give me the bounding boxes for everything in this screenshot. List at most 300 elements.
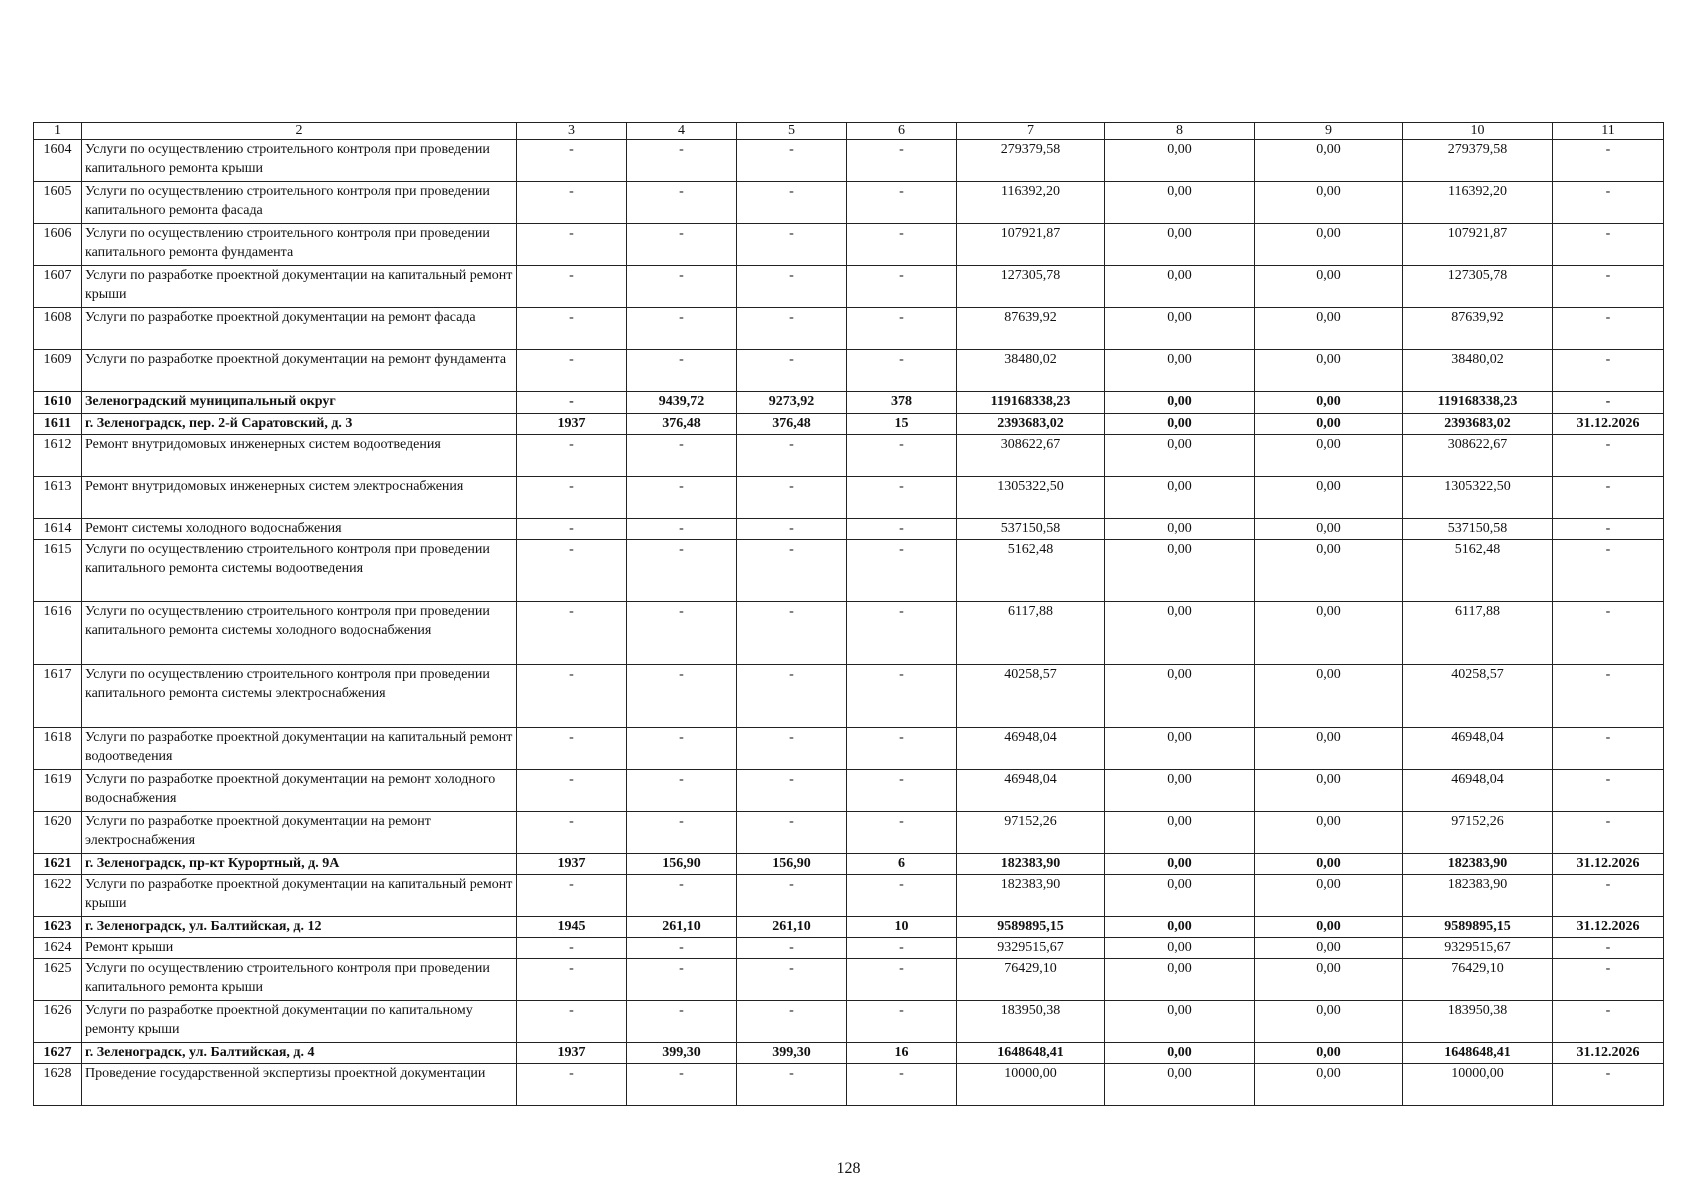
cell-area-living: 9273,92 bbox=[737, 392, 847, 414]
cell-fund-federal: 0,00 bbox=[1105, 602, 1255, 665]
cell-fund-owners: 6117,88 bbox=[1403, 602, 1553, 665]
table-row bbox=[34, 812, 1664, 854]
table-row bbox=[34, 1001, 1664, 1043]
row-description: Услуги по разработке проектной документации на ремонт электроснабжения bbox=[82, 812, 517, 854]
cell-fund-federal: 0,00 bbox=[1105, 266, 1255, 308]
table-row bbox=[34, 140, 1664, 182]
cell-area-living: - bbox=[737, 266, 847, 308]
cell-cost-total: 10000,00 bbox=[957, 1064, 1105, 1106]
cell-area-total: 156,90 bbox=[627, 854, 737, 875]
cell-fund-regional: 0,00 bbox=[1255, 938, 1403, 959]
table-row bbox=[34, 1043, 1664, 1064]
cell-fund-federal: 0,00 bbox=[1105, 540, 1255, 602]
cell-area-living: 156,90 bbox=[737, 854, 847, 875]
cell-residents: - bbox=[847, 665, 957, 728]
cell-residents: - bbox=[847, 1064, 957, 1106]
table-row bbox=[34, 519, 1664, 540]
row-description: Услуги по разработке проектной документации на ремонт фундамента bbox=[82, 350, 517, 392]
cell-year: - bbox=[517, 875, 627, 917]
cell-fund-owners: 87639,92 bbox=[1403, 308, 1553, 350]
cell-fund-federal: 0,00 bbox=[1105, 728, 1255, 770]
row-number: 1615 bbox=[34, 540, 82, 602]
cell-cost-total: 97152,26 bbox=[957, 812, 1105, 854]
cell-deadline: - bbox=[1553, 350, 1664, 392]
cell-year: 1937 bbox=[517, 1043, 627, 1064]
cell-fund-owners: 46948,04 bbox=[1403, 770, 1553, 812]
row-number: 1607 bbox=[34, 266, 82, 308]
col-header: 11 bbox=[1553, 123, 1664, 140]
cell-fund-federal: 0,00 bbox=[1105, 182, 1255, 224]
cell-residents: - bbox=[847, 224, 957, 266]
cell-area-total: - bbox=[627, 1064, 737, 1106]
table-row bbox=[34, 224, 1664, 266]
row-description: Услуги по осуществлению строительного контроля при проведении капитального ремонта фасада bbox=[82, 182, 517, 224]
cell-fund-owners: 1305322,50 bbox=[1403, 477, 1553, 519]
cell-deadline: - bbox=[1553, 770, 1664, 812]
cell-fund-owners: 182383,90 bbox=[1403, 854, 1553, 875]
cell-cost-total: 46948,04 bbox=[957, 770, 1105, 812]
cell-fund-federal: 0,00 bbox=[1105, 854, 1255, 875]
row-number: 1621 bbox=[34, 854, 82, 875]
cell-year: - bbox=[517, 812, 627, 854]
cell-fund-regional: 0,00 bbox=[1255, 182, 1403, 224]
cell-fund-federal: 0,00 bbox=[1105, 959, 1255, 1001]
row-description: г. Зеленоградск, пер. 2-й Саратовский, д. 3 bbox=[82, 414, 517, 435]
row-description: Услуги по осуществлению строительного контроля при проведении капитального ремонта крыши bbox=[82, 140, 517, 182]
cell-deadline: - bbox=[1553, 1064, 1664, 1106]
table-row bbox=[34, 414, 1664, 435]
col-header: 9 bbox=[1255, 123, 1403, 140]
cell-fund-regional: 0,00 bbox=[1255, 350, 1403, 392]
cell-fund-regional: 0,00 bbox=[1255, 770, 1403, 812]
cell-area-total: - bbox=[627, 435, 737, 477]
cell-area-total: 376,48 bbox=[627, 414, 737, 435]
cell-cost-total: 38480,02 bbox=[957, 350, 1105, 392]
table-row bbox=[34, 938, 1664, 959]
row-description: Зеленоградский муниципальный округ bbox=[82, 392, 517, 414]
cell-year: 1937 bbox=[517, 414, 627, 435]
cell-area-total: 399,30 bbox=[627, 1043, 737, 1064]
cell-fund-regional: 0,00 bbox=[1255, 875, 1403, 917]
cell-year: 1945 bbox=[517, 917, 627, 938]
table-row bbox=[34, 728, 1664, 770]
cell-area-total: - bbox=[627, 875, 737, 917]
cell-area-living: - bbox=[737, 308, 847, 350]
cell-area-living: - bbox=[737, 477, 847, 519]
row-number: 1610 bbox=[34, 392, 82, 414]
cell-residents: - bbox=[847, 728, 957, 770]
cell-area-total: - bbox=[627, 477, 737, 519]
cell-fund-owners: 127305,78 bbox=[1403, 266, 1553, 308]
cell-year: - bbox=[517, 266, 627, 308]
cell-fund-federal: 0,00 bbox=[1105, 1043, 1255, 1064]
row-description: Ремонт внутридомовых инженерных систем электроснабжения bbox=[82, 477, 517, 519]
cell-year: - bbox=[517, 665, 627, 728]
row-number: 1608 bbox=[34, 308, 82, 350]
col-header: 7 bbox=[957, 123, 1105, 140]
cell-residents: - bbox=[847, 308, 957, 350]
cell-residents: - bbox=[847, 770, 957, 812]
cell-deadline: - bbox=[1553, 266, 1664, 308]
cell-year: - bbox=[517, 519, 627, 540]
cell-fund-federal: 0,00 bbox=[1105, 875, 1255, 917]
cell-fund-owners: 9329515,67 bbox=[1403, 938, 1553, 959]
row-description: Ремонт крыши bbox=[82, 938, 517, 959]
col-header: 1 bbox=[34, 123, 82, 140]
cell-residents: 16 bbox=[847, 1043, 957, 1064]
cell-deadline: - bbox=[1553, 224, 1664, 266]
cell-cost-total: 87639,92 bbox=[957, 308, 1105, 350]
cell-residents: - bbox=[847, 875, 957, 917]
cell-fund-owners: 76429,10 bbox=[1403, 959, 1553, 1001]
cell-deadline: - bbox=[1553, 812, 1664, 854]
cell-deadline: - bbox=[1553, 875, 1664, 917]
cell-deadline: - bbox=[1553, 392, 1664, 414]
cell-area-total: - bbox=[627, 224, 737, 266]
row-number: 1605 bbox=[34, 182, 82, 224]
cell-deadline: - bbox=[1553, 477, 1664, 519]
cell-fund-federal: 0,00 bbox=[1105, 938, 1255, 959]
cell-fund-owners: 107921,87 bbox=[1403, 224, 1553, 266]
header-row bbox=[34, 123, 1664, 140]
cell-year: - bbox=[517, 1001, 627, 1043]
cell-fund-regional: 0,00 bbox=[1255, 602, 1403, 665]
cell-residents: - bbox=[847, 140, 957, 182]
cell-area-total: - bbox=[627, 182, 737, 224]
cell-area-living: - bbox=[737, 938, 847, 959]
cell-year: - bbox=[517, 140, 627, 182]
row-description: Услуги по осуществлению строительного контроля при проведении капитального ремонта системы холодного водоснабжения bbox=[82, 602, 517, 665]
cell-fund-regional: 0,00 bbox=[1255, 1001, 1403, 1043]
cell-area-living: 376,48 bbox=[737, 414, 847, 435]
cell-cost-total: 76429,10 bbox=[957, 959, 1105, 1001]
row-number: 1616 bbox=[34, 602, 82, 665]
cell-fund-federal: 0,00 bbox=[1105, 665, 1255, 728]
table-row bbox=[34, 770, 1664, 812]
cell-area-living: - bbox=[737, 812, 847, 854]
col-header: 8 bbox=[1105, 123, 1255, 140]
cell-fund-regional: 0,00 bbox=[1255, 140, 1403, 182]
col-header: 2 bbox=[82, 123, 517, 140]
cell-fund-regional: 0,00 bbox=[1255, 519, 1403, 540]
row-number: 1625 bbox=[34, 959, 82, 1001]
cell-area-living: - bbox=[737, 435, 847, 477]
table-row bbox=[34, 917, 1664, 938]
cell-fund-owners: 9589895,15 bbox=[1403, 917, 1553, 938]
cell-fund-regional: 0,00 bbox=[1255, 728, 1403, 770]
cell-area-total: - bbox=[627, 1001, 737, 1043]
cell-year: - bbox=[517, 435, 627, 477]
cell-cost-total: 40258,57 bbox=[957, 665, 1105, 728]
row-number: 1622 bbox=[34, 875, 82, 917]
cell-area-living: - bbox=[737, 140, 847, 182]
row-number: 1626 bbox=[34, 1001, 82, 1043]
cell-fund-federal: 0,00 bbox=[1105, 812, 1255, 854]
cell-area-living: - bbox=[737, 602, 847, 665]
row-description: Услуги по разработке проектной документации на капитальный ремонт водоотведения bbox=[82, 728, 517, 770]
row-number: 1612 bbox=[34, 435, 82, 477]
cell-year: - bbox=[517, 959, 627, 1001]
cell-fund-regional: 0,00 bbox=[1255, 812, 1403, 854]
row-description: г. Зеленоградск, ул. Балтийская, д. 4 bbox=[82, 1043, 517, 1064]
cell-fund-owners: 2393683,02 bbox=[1403, 414, 1553, 435]
cell-residents: 10 bbox=[847, 917, 957, 938]
cell-residents: - bbox=[847, 266, 957, 308]
cell-residents: - bbox=[847, 477, 957, 519]
cell-cost-total: 182383,90 bbox=[957, 854, 1105, 875]
cell-area-living: - bbox=[737, 728, 847, 770]
cell-deadline: - bbox=[1553, 602, 1664, 665]
cell-fund-owners: 116392,20 bbox=[1403, 182, 1553, 224]
cell-cost-total: 9589895,15 bbox=[957, 917, 1105, 938]
cell-area-living: 399,30 bbox=[737, 1043, 847, 1064]
cell-area-total: 9439,72 bbox=[627, 392, 737, 414]
row-number: 1606 bbox=[34, 224, 82, 266]
col-header: 3 bbox=[517, 123, 627, 140]
cell-year: - bbox=[517, 182, 627, 224]
capital-repair-table bbox=[33, 122, 1664, 1106]
cell-cost-total: 107921,87 bbox=[957, 224, 1105, 266]
row-number: 1613 bbox=[34, 477, 82, 519]
cell-fund-owners: 308622,67 bbox=[1403, 435, 1553, 477]
cell-fund-regional: 0,00 bbox=[1255, 540, 1403, 602]
cell-cost-total: 5162,48 bbox=[957, 540, 1105, 602]
page-number: 128 bbox=[836, 1160, 861, 1177]
cell-area-total: - bbox=[627, 140, 737, 182]
cell-deadline: 31.12.2026 bbox=[1553, 917, 1664, 938]
cell-area-living: - bbox=[737, 519, 847, 540]
row-description: Услуги по разработке проектной документации по капитальному ремонту крыши bbox=[82, 1001, 517, 1043]
row-description: Услуги по разработке проектной документации на капитальный ремонт крыши bbox=[82, 875, 517, 917]
row-number: 1604 bbox=[34, 140, 82, 182]
cell-fund-owners: 40258,57 bbox=[1403, 665, 1553, 728]
cell-deadline: 31.12.2026 bbox=[1553, 854, 1664, 875]
cell-cost-total: 2393683,02 bbox=[957, 414, 1105, 435]
cell-deadline: - bbox=[1553, 182, 1664, 224]
cell-cost-total: 183950,38 bbox=[957, 1001, 1105, 1043]
cell-area-total: - bbox=[627, 770, 737, 812]
row-description: Услуги по разработке проектной документации на ремонт фасада bbox=[82, 308, 517, 350]
row-number: 1623 bbox=[34, 917, 82, 938]
table-row bbox=[34, 602, 1664, 665]
cell-fund-federal: 0,00 bbox=[1105, 477, 1255, 519]
cell-area-total: - bbox=[627, 540, 737, 602]
cell-area-total: 261,10 bbox=[627, 917, 737, 938]
row-number: 1628 bbox=[34, 1064, 82, 1106]
cell-residents: - bbox=[847, 519, 957, 540]
cell-fund-federal: 0,00 bbox=[1105, 519, 1255, 540]
cell-fund-regional: 0,00 bbox=[1255, 665, 1403, 728]
row-number: 1620 bbox=[34, 812, 82, 854]
row-description: г. Зеленоградск, ул. Балтийская, д. 12 bbox=[82, 917, 517, 938]
cell-area-total: - bbox=[627, 938, 737, 959]
cell-fund-owners: 119168338,23 bbox=[1403, 392, 1553, 414]
cell-fund-regional: 0,00 bbox=[1255, 959, 1403, 1001]
cell-area-total: - bbox=[627, 728, 737, 770]
table-row bbox=[34, 350, 1664, 392]
cell-residents: - bbox=[847, 812, 957, 854]
row-description: Услуги по осуществлению строительного контроля при проведении капитального ремонта системы электроснабжения bbox=[82, 665, 517, 728]
cell-cost-total: 537150,58 bbox=[957, 519, 1105, 540]
cell-deadline: - bbox=[1553, 665, 1664, 728]
row-number: 1617 bbox=[34, 665, 82, 728]
cell-fund-federal: 0,00 bbox=[1105, 1001, 1255, 1043]
table-row bbox=[34, 854, 1664, 875]
cell-cost-total: 182383,90 bbox=[957, 875, 1105, 917]
cell-area-total: - bbox=[627, 308, 737, 350]
cell-deadline: 31.12.2026 bbox=[1553, 1043, 1664, 1064]
cell-fund-owners: 183950,38 bbox=[1403, 1001, 1553, 1043]
cell-cost-total: 279379,58 bbox=[957, 140, 1105, 182]
table-body bbox=[34, 123, 1664, 1106]
cell-cost-total: 1648648,41 bbox=[957, 1043, 1105, 1064]
cell-fund-federal: 0,00 bbox=[1105, 770, 1255, 812]
cell-year: - bbox=[517, 477, 627, 519]
cell-area-living: - bbox=[737, 540, 847, 602]
cell-year: - bbox=[517, 728, 627, 770]
cell-year: - bbox=[517, 350, 627, 392]
cell-area-total: - bbox=[627, 266, 737, 308]
cell-area-living: - bbox=[737, 1001, 847, 1043]
cell-fund-owners: 5162,48 bbox=[1403, 540, 1553, 602]
cell-fund-federal: 0,00 bbox=[1105, 140, 1255, 182]
cell-area-living: - bbox=[737, 224, 847, 266]
row-number: 1627 bbox=[34, 1043, 82, 1064]
cell-fund-federal: 0,00 bbox=[1105, 308, 1255, 350]
cell-deadline: - bbox=[1553, 1001, 1664, 1043]
cell-cost-total: 116392,20 bbox=[957, 182, 1105, 224]
cell-fund-regional: 0,00 bbox=[1255, 435, 1403, 477]
cell-residents: - bbox=[847, 959, 957, 1001]
cell-fund-regional: 0,00 bbox=[1255, 1064, 1403, 1106]
cell-fund-regional: 0,00 bbox=[1255, 266, 1403, 308]
row-description: Услуги по осуществлению строительного контроля при проведении капитального ремонта системы водоотведения bbox=[82, 540, 517, 602]
cell-residents: - bbox=[847, 435, 957, 477]
cell-residents: 378 bbox=[847, 392, 957, 414]
cell-residents: - bbox=[847, 350, 957, 392]
col-header: 4 bbox=[627, 123, 737, 140]
row-description: Проведение государственной экспертизы проектной документации bbox=[82, 1064, 517, 1106]
cell-cost-total: 308622,67 bbox=[957, 435, 1105, 477]
cell-fund-owners: 10000,00 bbox=[1403, 1064, 1553, 1106]
cell-year: - bbox=[517, 938, 627, 959]
cell-cost-total: 1305322,50 bbox=[957, 477, 1105, 519]
cell-fund-owners: 537150,58 bbox=[1403, 519, 1553, 540]
cell-residents: - bbox=[847, 1001, 957, 1043]
cell-area-total: - bbox=[627, 665, 737, 728]
cell-residents: 15 bbox=[847, 414, 957, 435]
table-row bbox=[34, 435, 1664, 477]
cell-deadline: - bbox=[1553, 728, 1664, 770]
cell-fund-regional: 0,00 bbox=[1255, 854, 1403, 875]
cell-fund-federal: 0,00 bbox=[1105, 414, 1255, 435]
table-row bbox=[34, 665, 1664, 728]
cell-area-living: 261,10 bbox=[737, 917, 847, 938]
row-description: г. Зеленоградск, пр-кт Курортный, д. 9А bbox=[82, 854, 517, 875]
cell-residents: - bbox=[847, 182, 957, 224]
table-row bbox=[34, 182, 1664, 224]
cell-fund-federal: 0,00 bbox=[1105, 917, 1255, 938]
cell-year: - bbox=[517, 602, 627, 665]
cell-fund-regional: 0,00 bbox=[1255, 917, 1403, 938]
cell-fund-regional: 0,00 bbox=[1255, 392, 1403, 414]
cell-fund-owners: 182383,90 bbox=[1403, 875, 1553, 917]
cell-fund-owners: 46948,04 bbox=[1403, 728, 1553, 770]
cell-deadline: - bbox=[1553, 308, 1664, 350]
cell-residents: - bbox=[847, 938, 957, 959]
row-number: 1618 bbox=[34, 728, 82, 770]
cell-fund-federal: 0,00 bbox=[1105, 224, 1255, 266]
cell-cost-total: 119168338,23 bbox=[957, 392, 1105, 414]
cell-fund-regional: 0,00 bbox=[1255, 224, 1403, 266]
cell-residents: - bbox=[847, 602, 957, 665]
cell-year: - bbox=[517, 770, 627, 812]
row-description: Услуги по разработке проектной документации на капитальный ремонт крыши bbox=[82, 266, 517, 308]
row-description: Услуги по осуществлению строительного контроля при проведении капитального ремонта крыши bbox=[82, 959, 517, 1001]
cell-fund-owners: 97152,26 bbox=[1403, 812, 1553, 854]
cell-fund-owners: 1648648,41 bbox=[1403, 1043, 1553, 1064]
cell-area-living: - bbox=[737, 959, 847, 1001]
cell-area-total: - bbox=[627, 959, 737, 1001]
row-number: 1624 bbox=[34, 938, 82, 959]
cell-year: 1937 bbox=[517, 854, 627, 875]
cell-residents: - bbox=[847, 540, 957, 602]
cell-area-total: - bbox=[627, 350, 737, 392]
cell-fund-owners: 279379,58 bbox=[1403, 140, 1553, 182]
cell-fund-regional: 0,00 bbox=[1255, 1043, 1403, 1064]
cell-deadline: 31.12.2026 bbox=[1553, 414, 1664, 435]
table-row bbox=[34, 477, 1664, 519]
cell-year: - bbox=[517, 540, 627, 602]
row-description: Услуги по осуществлению строительного контроля при проведении капитального ремонта фундамента bbox=[82, 224, 517, 266]
table-row bbox=[34, 1064, 1664, 1106]
cell-fund-regional: 0,00 bbox=[1255, 414, 1403, 435]
cell-area-living: - bbox=[737, 1064, 847, 1106]
table-row bbox=[34, 875, 1664, 917]
cell-area-total: - bbox=[627, 812, 737, 854]
cell-area-living: - bbox=[737, 665, 847, 728]
table-row bbox=[34, 959, 1664, 1001]
cell-area-total: - bbox=[627, 519, 737, 540]
cell-cost-total: 9329515,67 bbox=[957, 938, 1105, 959]
cell-deadline: - bbox=[1553, 519, 1664, 540]
row-number: 1614 bbox=[34, 519, 82, 540]
cell-fund-federal: 0,00 bbox=[1105, 350, 1255, 392]
cell-fund-regional: 0,00 bbox=[1255, 308, 1403, 350]
row-description: Ремонт системы холодного водоснабжения bbox=[82, 519, 517, 540]
col-header: 6 bbox=[847, 123, 957, 140]
table-row bbox=[34, 308, 1664, 350]
cell-deadline: - bbox=[1553, 540, 1664, 602]
row-description: Услуги по разработке проектной документации на ремонт холодного водоснабжения bbox=[82, 770, 517, 812]
row-number: 1619 bbox=[34, 770, 82, 812]
cell-year: - bbox=[517, 224, 627, 266]
cell-deadline: - bbox=[1553, 938, 1664, 959]
cell-cost-total: 6117,88 bbox=[957, 602, 1105, 665]
table-row bbox=[34, 266, 1664, 308]
row-number: 1609 bbox=[34, 350, 82, 392]
cell-year: - bbox=[517, 308, 627, 350]
table-row bbox=[34, 540, 1664, 602]
cell-area-total: - bbox=[627, 602, 737, 665]
cell-fund-owners: 38480,02 bbox=[1403, 350, 1553, 392]
cell-area-living: - bbox=[737, 182, 847, 224]
cell-fund-federal: 0,00 bbox=[1105, 1064, 1255, 1106]
cell-year: - bbox=[517, 1064, 627, 1106]
cell-year: - bbox=[517, 392, 627, 414]
cell-fund-federal: 0,00 bbox=[1105, 392, 1255, 414]
col-header: 5 bbox=[737, 123, 847, 140]
